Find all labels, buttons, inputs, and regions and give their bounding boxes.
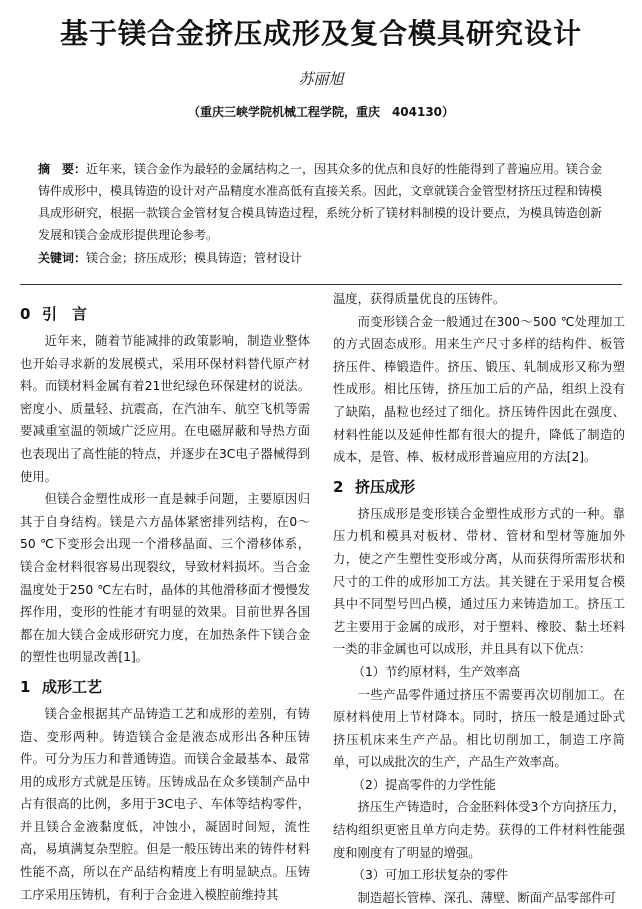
- body-paragraph: 而变形镁合金一般通过在300～500 ℃处理加工的方式固态成形。用来生产尺寸多样的结构件、板管挤压件、棒锻造件。挤压、锻压、轧制成形又称为塑性成形。相比压铸，挤压加工后的产品，组织上没有了缺陷，晶粒也经过了细化。挤压铸件因此在强度、材料性能以及延伸性都有很大的提升，降低了制造的成本，是管、棒、板材成形普遍应用的方法[2]。: [333, 314, 625, 465]
- body-paragraph: 但镁合金塑性成形一直是棘手问题，主要原因归其于自身结构。镁是六方晶体紧密排列结构，在0～50 ℃下变形会出现一个滑移晶面、三个滑移体系，镁合金材料很容易出现裂纹，导致材料损坏。当合金温度处于250 ℃左右时，晶体的其他滑移面才慢慢发挥作用，变形的性能才有明显的效果。目前世界各国都在加大镁合金成形研究力度，在加热条件下镁合金的塑性也明显改善[1]。: [20, 492, 310, 665]
- section-number: 0: [20, 305, 31, 323]
- body-paragraph: 镁合金根据其产品铸造工艺和成形的差别，有铸造、变形两种。铸造镁合金是液态成形出各种压铸件。可分为压力和普通铸造。而镁合金最基本、最常用的成形方式就是压铸。压铸成品在众多镁制产品中占有很高的比例，多用于3C电子、车体等结构零件，并且镁合金液黏度低，冲蚀小，凝固时间短，流性高，易填满复杂型腔。但是一般压铸出来的铸件材料性能不高，所以在产品结构精度上有明显缺点。压铸工序采用压铸机，有利于合金进入模腔前维持其: [20, 706, 310, 902]
- section-heading-intro: [20, 302, 310, 326]
- affiliation: （重庆三峡学院机械工程学院，重庆 404130）: [187, 105, 455, 119]
- left-column: [20, 296, 310, 906]
- body-paragraph: 制造超长管棒、深孔、薄壁、断面产品零部件可: [357, 890, 616, 905]
- section-title: 引 言: [42, 305, 88, 323]
- body-paragraph: 挤压生产铸造时，合金胚料体受3个方向挤压力，结构组织更密且单方向走势。获得的工件材料性能强度和刚度有了明显的增强。: [333, 800, 625, 860]
- paper-title: 基于镁合金挤压成形及复合模具研究设计: [59, 17, 582, 50]
- author-name: 苏丽旭: [298, 70, 344, 88]
- section-number: 1: [20, 677, 31, 696]
- section-heading-extrusion: [333, 475, 625, 499]
- section-title: 挤压成形: [355, 477, 416, 496]
- body-paragraph: 挤压成形是变形镁合金塑性成形方式的一种。靠压力机和模具对板材、带材、管材和型材等施加外力，使之产生塑性变形或分离，从而获得所需形状和尺寸的工件的成形加工方法。其关键在于采用复合模具中不同型号凹凸模，通过压力来铸造加工。挤压工艺主要用于金属的成形，对于塑料、橡胶、黏土坯料一类的非金属也可以成形，并且具有以下优点：: [333, 506, 625, 657]
- subheading: （2）提高零件的力学性能: [352, 777, 496, 792]
- subheading: （1）节约原材料，生产效率高: [352, 664, 521, 679]
- section-heading-process: [20, 675, 310, 699]
- keywords-text: 镁合金；挤压成形；模具铸造；管材设计: [86, 251, 303, 265]
- keywords-line: [38, 247, 613, 269]
- keywords-label: 关键词：: [38, 251, 87, 265]
- body-paragraph: 近年来，随着节能减排的政策影响，制造业整体也开始寻求新的发展模式，采用环保材料替代原产材料。而镁材料金属有着21世纪绿色环保建材的说法。密度小、质量轻、抗震高，在汽油车、航空飞机等需要减重室温的领域广泛应用。在电磁屏蔽和导热方面也表现出了高性能的特点，并逐步在3C电子器械得到使用。: [20, 334, 310, 484]
- abstract-label: 摘 要：: [38, 162, 87, 176]
- subheading: （3）可加工形状复杂的零件: [352, 868, 509, 883]
- body-paragraph: 一些产品零件通过挤压不需要再次切削加工。在原材料使用上节材降本。同时，挤压一般是通过卧式挤压机床来生产产品。相比切削加工，制造工序简单，可以成批次的生产，产品生产效率高。: [333, 687, 625, 770]
- abstract-block: [38, 158, 613, 269]
- right-column: [333, 288, 625, 909]
- section-title: 成形工艺: [42, 677, 103, 696]
- section-divider: [20, 284, 622, 285]
- abstract-text: 近年来，镁合金作为最轻的金属结构之一，因其众多的优点和良好的性能得到了普遍应用。镁合金铸件成形中，模具铸造的设计对产品精度水准高低有直接关系。因此，文章就镁合金管型材挤压过程和铸模具成形研究，根据一款镁合金管材复合模具铸造过程，系统分析了镁材料制模的设计要点，为模具铸造创新发展和镁合金成形提供理论参考。: [38, 162, 603, 242]
- body-paragraph: 温度，获得质量优良的压铸件。: [333, 292, 506, 306]
- section-number: 2: [333, 477, 344, 496]
- abstract-paragraph: [38, 158, 613, 246]
